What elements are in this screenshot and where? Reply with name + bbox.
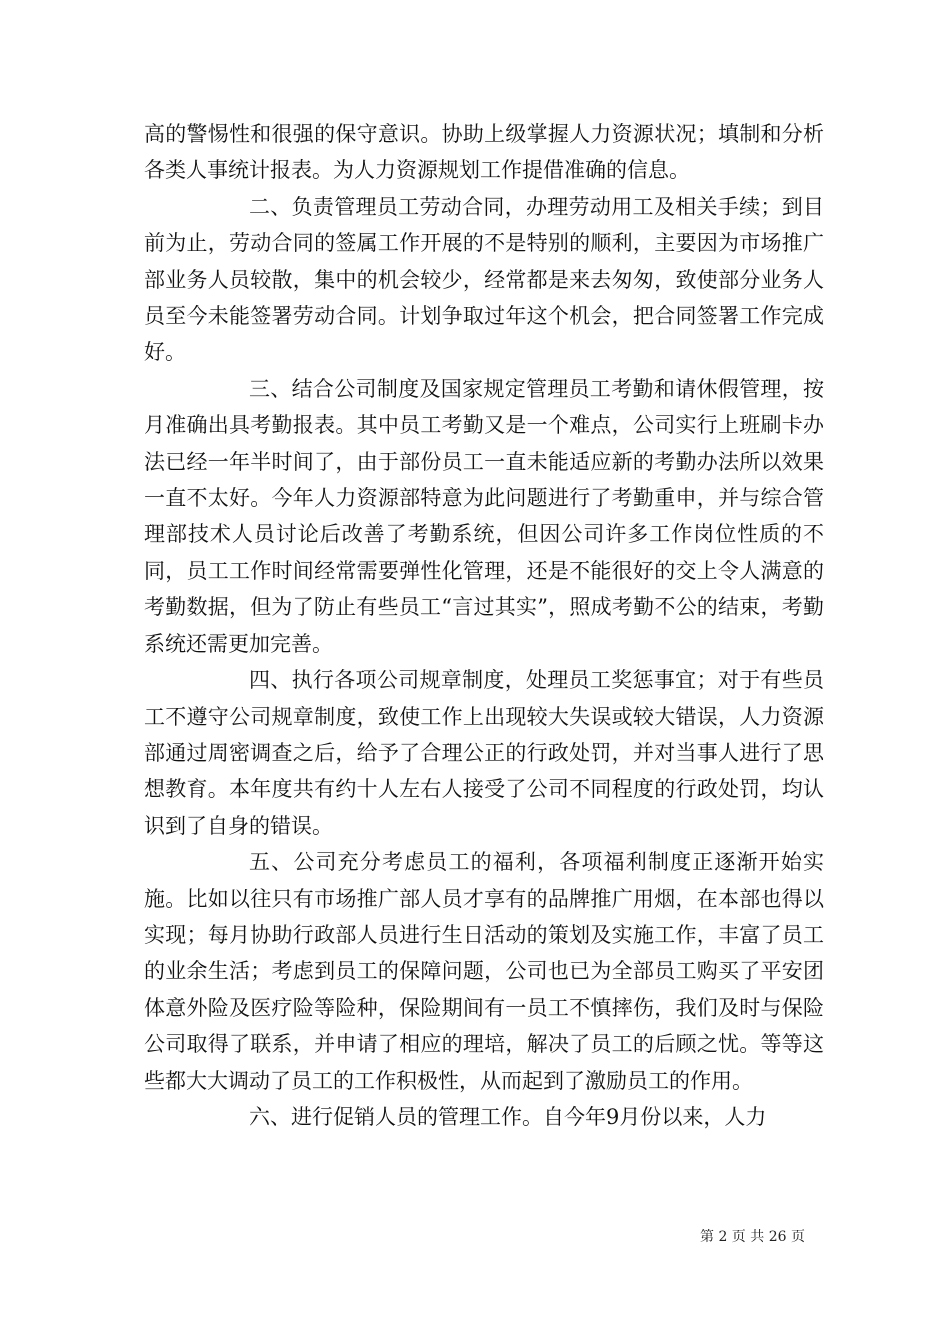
paragraph-6: 六、进行促销人员的管理工作。自今年9月份以来，人力 (249, 1104, 767, 1129)
paragraph-1: 高的警惕性和很强的保守意识。协助上级掌握人力资源状况；填制和分析各类人事统计报表。为人力资源规划工作提借准确的信息。 (144, 122, 824, 183)
body-text (144, 116, 824, 1135)
paragraph-2: 二、负责管理员工劳动合同，办理劳动用工及相关手续；到目前为止，劳动合同的签属工作开展的不是特别的顺利，主要因为市场推广部业务人员较散，集中的机会较少，经常都是来去匆匆，致使部分业务人员至今未能签署劳动合同。计划争取过年这个机会，把合同签署工作完成好。 (144, 194, 824, 365)
paragraph-5: 五、公司充分考虑员工的福利，各项福利制度正逐渐开始实施。比如以往只有市场推广部人员才享有的品牌推广用烟，在本部也得以实现；每月协助行政部人员进行生日活动的策划及实施工作，丰富了员工的业余生活；考虑到员工的保障问题，公司也已为全部员工购买了平安团体意外险及医疗险等险种，保险期间有一员工不慎摔伤，我们及时与保险公司取得了联系，并申请了相应的理培，解决了员工的后顾之忧。等等这些都大大调动了员工的工作积极性，从而起到了激励员工的作用。 (144, 850, 824, 1093)
page-number-footer: 第 2 页 共 26 页 (700, 1229, 805, 1245)
paragraph-4: 四、执行各项公司规章制度，处理员工奖惩事宜；对于有些员工不遵守公司规章制度，致使工作上出现较大失误或较大错误，人力资源部通过周密调查之后，给予了合理公正的行政处罚，并对当事人进行了思想教育。本年度共有约十人左右人接受了公司不同程度的行政处罚，均认识到了自身的错误。 (144, 668, 824, 838)
paragraph-3: 三、结合公司制度及国家规定管理员工考勤和请休假管理，按月准确出具考勤报表。其中员工考勤又是一个难点，公司实行上班刷卡办法已经一年半时间了，由于部份员工一直未能适应新的考勤办法所以效果一直不太好。今年人力资源部特意为此问题进行了考勤重申，并与综合管理部技术人员讨论后改善了考勤系统，但因公司许多工作岗位性质的不同，员工工作时间经常需要弹性化管理，还是不能很好的交上令人满意的考勤数据，但为了防止有些员工“言过其实”，照成考勤不公的结束，考勤系统还需更加完善。 (144, 376, 824, 656)
